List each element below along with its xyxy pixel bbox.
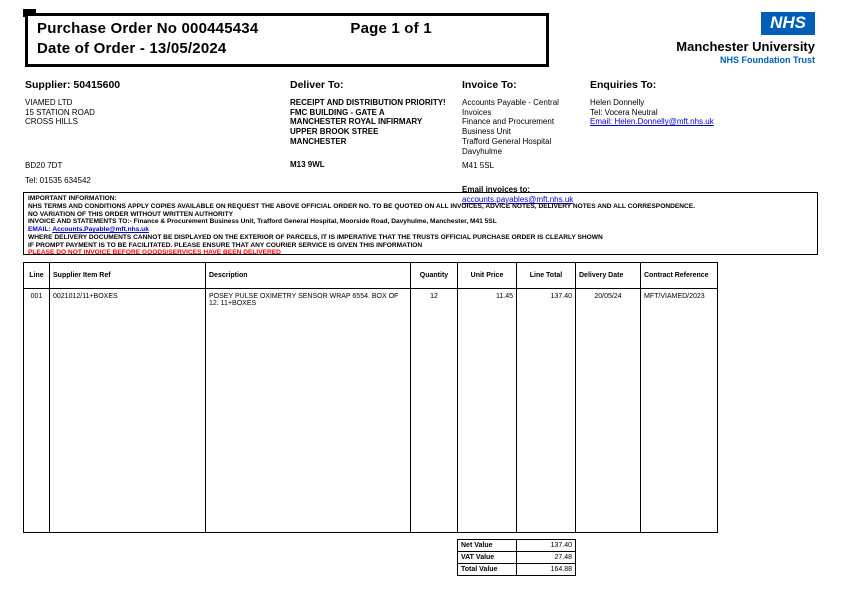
important-email-link[interactable]: Accounts.Payable@mft.nhs.uk <box>52 226 149 234</box>
item-line-total: 137.40 <box>517 289 576 533</box>
deliver-postcode: M13 9WL <box>290 159 325 169</box>
deliver-address-line: FMC BUILDING - GATE A <box>290 107 385 117</box>
enquiries-label: Enquiries To: <box>590 79 657 91</box>
deliver-address-line: UPPER BROOK STREE <box>290 127 379 137</box>
items-header-row <box>24 263 718 289</box>
invoice-address-line: Davyhulme <box>462 146 503 156</box>
supplier-address-line: VIAMED LTD <box>25 97 73 107</box>
vat-value-row <box>458 552 576 564</box>
invoice-address-line: Trafford General Hospital <box>462 136 552 146</box>
vat-value-amount: 27.48 <box>517 552 576 564</box>
nhs-logo: NHS <box>761 12 815 35</box>
organisation-name: Manchester University <box>676 39 815 54</box>
item-contract-reference: MFT/VIAMED/2023 <box>641 289 718 533</box>
deliver-to-label: Deliver To: <box>290 79 344 91</box>
net-value-row <box>458 540 576 552</box>
supplier-section <box>25 79 255 186</box>
organisation-subtitle: NHS Foundation Trust <box>720 55 815 65</box>
important-email-label: EMAIL: <box>28 226 51 234</box>
deliver-address-line: MANCHESTER ROYAL INFIRMARY <box>290 117 423 127</box>
important-prompt-payment-line: IF PROMPT PAYMENT IS TO BE FACILITATED. PLEASE ENSURE THAT ANY COURIER SERVICE IS GIVEN THIS INFORMATION <box>28 241 423 249</box>
important-title: IMPORTANT INFORMATION: <box>28 195 117 202</box>
page-info: Page 1 of 1 <box>350 20 432 37</box>
item-unit-price: 11.45 <box>458 289 517 533</box>
table-row <box>24 289 718 533</box>
po-header-box <box>25 13 549 67</box>
supplier-address-line: 15 STATION ROAD <box>25 107 95 117</box>
totals-table <box>457 539 576 576</box>
invoice-address-line: Accounts Payable - Central Invoices <box>462 97 559 117</box>
item-description: POSEY PULSE OXIMETRY SENSOR WRAP 6554. BOX OF 12. 11+BOXES <box>206 289 411 533</box>
item-supplier-ref: 0021012/11+BOXES <box>50 289 206 533</box>
column-header-supplier-item-ref: Supplier Item Ref <box>50 263 206 289</box>
item-delivery-date: 20/05/24 <box>576 289 641 533</box>
supplier-telephone: Tel: 01535 634542 <box>25 175 91 185</box>
column-header-quantity: Quantity <box>411 263 458 289</box>
supplier-label: Supplier: 50415600 <box>25 79 121 91</box>
po-number: Purchase Order No 000445434 <box>37 20 259 37</box>
deliver-address-line: MANCHESTER <box>290 136 347 146</box>
invoice-email-label: Email invoices to: <box>462 185 531 195</box>
invoice-address-line: Finance and Procurement Business Unit <box>462 117 555 137</box>
enquiries-email-link[interactable]: Email: Helen.Donnelly@mft.nhs.uk <box>590 117 714 127</box>
column-header-unit-price: Unit Price <box>458 263 517 289</box>
column-header-contract-reference: Contract Reference <box>641 263 718 289</box>
total-value-amount: 164.88 <box>517 564 576 576</box>
important-invoice-address-line: INVOICE AND STATEMENTS TO:- Finance & Procurement Business Unit, Trafford General Hospital, Moorside Road, Davyhulme, Manchester, M41 5SL <box>28 218 497 226</box>
order-date: Date of Order - 13/05/2024 <box>37 40 227 57</box>
deliver-address-line: RECEIPT AND DISTRIBUTION PRIORITY! <box>290 97 446 107</box>
important-variation-line: NO VARIATION OF THIS ORDER WITHOUT WRITTEN AUTHORITY <box>28 210 234 218</box>
column-header-delivery-date: Delivery Date <box>576 263 641 289</box>
invoice-email-link[interactable]: accounts.payables@mft.nhs.uk <box>462 194 574 204</box>
supplier-postcode: BD20 7DT <box>25 161 63 171</box>
net-value-amount: 137.40 <box>517 540 576 552</box>
total-value-row <box>458 564 576 576</box>
total-value-label: Total Value <box>458 564 517 576</box>
important-warning-line: PLEASE DO NOT INVOICE BEFORE GOODS/SERVICES HAVE BEEN DELIVERED <box>28 249 281 257</box>
deliver-to-section <box>290 79 455 169</box>
item-quantity: 12 <box>411 289 458 533</box>
invoice-to-section <box>462 79 577 205</box>
enquiries-telephone: Tel: Vocera Neutral <box>590 107 658 117</box>
important-terms-line: NHS TERMS AND CONDITIONS APPLY COPIES AVAILABLE ON REQUEST THE ABOVE OFFICIAL ORDER NO. TO BE QUOTED ON ALL INVOICES, ADVICE NOTES, DELIVERY NOTES AND ALL CORRESPONDENCE. <box>28 202 696 210</box>
enquiries-contact-name: Helen Donnelly <box>590 97 645 107</box>
enquiries-section <box>590 79 800 127</box>
invoice-to-label: Invoice To: <box>462 79 517 91</box>
vat-value-label: VAT Value <box>458 552 517 564</box>
column-header-line-total: Line Total <box>517 263 576 289</box>
invoice-postcode: M41 5SL <box>462 161 495 171</box>
column-header-description: Description <box>206 263 411 289</box>
important-information-box <box>23 192 818 255</box>
supplier-address-line: CROSS HILLS <box>25 117 78 127</box>
line-items-table <box>23 262 718 533</box>
net-value-label: Net Value <box>458 540 517 552</box>
item-line-number: 001 <box>24 289 50 533</box>
column-header-line: Line <box>24 263 50 289</box>
important-email-line <box>28 226 813 234</box>
nhs-branding <box>676 12 815 65</box>
important-delivery-docs-line: WHERE DELIVERY DOCUMENTS CANNOT BE DISPLAYED ON THE EXTERIOR OF PARCELS, IT IS IMPERATIVE THAT THE TRUSTS OFFICIAL PURCHASE ORDER IS CLEARLY SHOWN <box>28 233 603 241</box>
